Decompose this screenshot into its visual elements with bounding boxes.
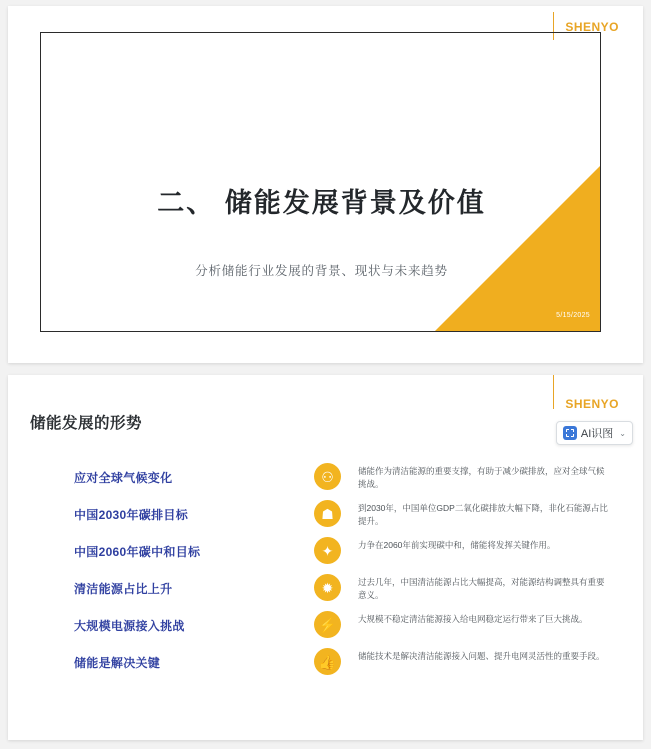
cover-subtitle: 分析储能行业发展的背景、现状与未来趋势 <box>195 264 448 278</box>
topic-description: 储能作为清洁能源的重要支撑，有助于减少碳排放，应对全球气候挑战。 <box>358 466 605 490</box>
brand-divider-line <box>553 375 554 409</box>
list-item[interactable] <box>8 500 643 537</box>
slide-title: 储能发展的形势 <box>30 415 143 432</box>
brand-logo: SHENYO <box>565 20 619 34</box>
plug-icon: ⚡ <box>314 611 341 638</box>
list-item[interactable] <box>8 574 643 611</box>
slide-content[interactable] <box>8 375 643 740</box>
list-item[interactable] <box>8 611 643 648</box>
chevron-down-icon[interactable]: ⌄ <box>619 428 626 438</box>
topic-label: 清洁能源占比上升 <box>74 582 173 596</box>
ai-recognize-icon <box>563 426 577 440</box>
topic-label: 大规模电源接入挑战 <box>74 619 185 633</box>
person-globe-icon: ⚇ <box>314 463 341 490</box>
thumbs-up-icon: 👍 <box>314 648 341 675</box>
topic-label: 中国2060年碳中和目标 <box>74 545 201 559</box>
list-item[interactable] <box>8 537 643 574</box>
slide-cover[interactable] <box>8 6 643 363</box>
topic-label: 中国2030年碳排目标 <box>74 508 188 522</box>
list-item[interactable] <box>8 463 643 500</box>
ai-recognize-label: AI识图 <box>580 428 614 440</box>
topic-description: 大规模不稳定清洁能源接入给电网稳定运行带来了巨大挑战。 <box>358 614 588 624</box>
topic-description: 过去几年，中国清洁能源占比大幅提高，对能源结构调整具有重要意义。 <box>358 577 605 601</box>
topic-description: 到2030年，中国单位GDP二氧化碳排放大幅下降，非化石能源占比提升。 <box>358 503 608 527</box>
topic-label: 储能是解决关键 <box>74 656 161 670</box>
topic-description: 力争在2060年前实现碳中和，储能将发挥关键作用。 <box>358 540 556 550</box>
cover-date: 5/15/2025 <box>556 312 590 319</box>
topic-label: 应对全球气候变化 <box>74 471 173 485</box>
list-item[interactable] <box>8 648 643 685</box>
cover-title: 二、 储能发展背景及价值 <box>157 188 486 218</box>
topic-list <box>8 463 643 685</box>
ai-recognize-button[interactable] <box>556 421 633 445</box>
cover-frame <box>40 32 601 332</box>
brand-logo: SHENYO <box>565 397 619 411</box>
leaf-icon: ✦ <box>314 537 341 564</box>
sun-energy-icon: ✹ <box>314 574 341 601</box>
medal-icon: ☗ <box>314 500 341 527</box>
topic-description: 储能技术是解决清洁能源接入问题、提升电网灵活性的重要手段。 <box>358 651 605 661</box>
